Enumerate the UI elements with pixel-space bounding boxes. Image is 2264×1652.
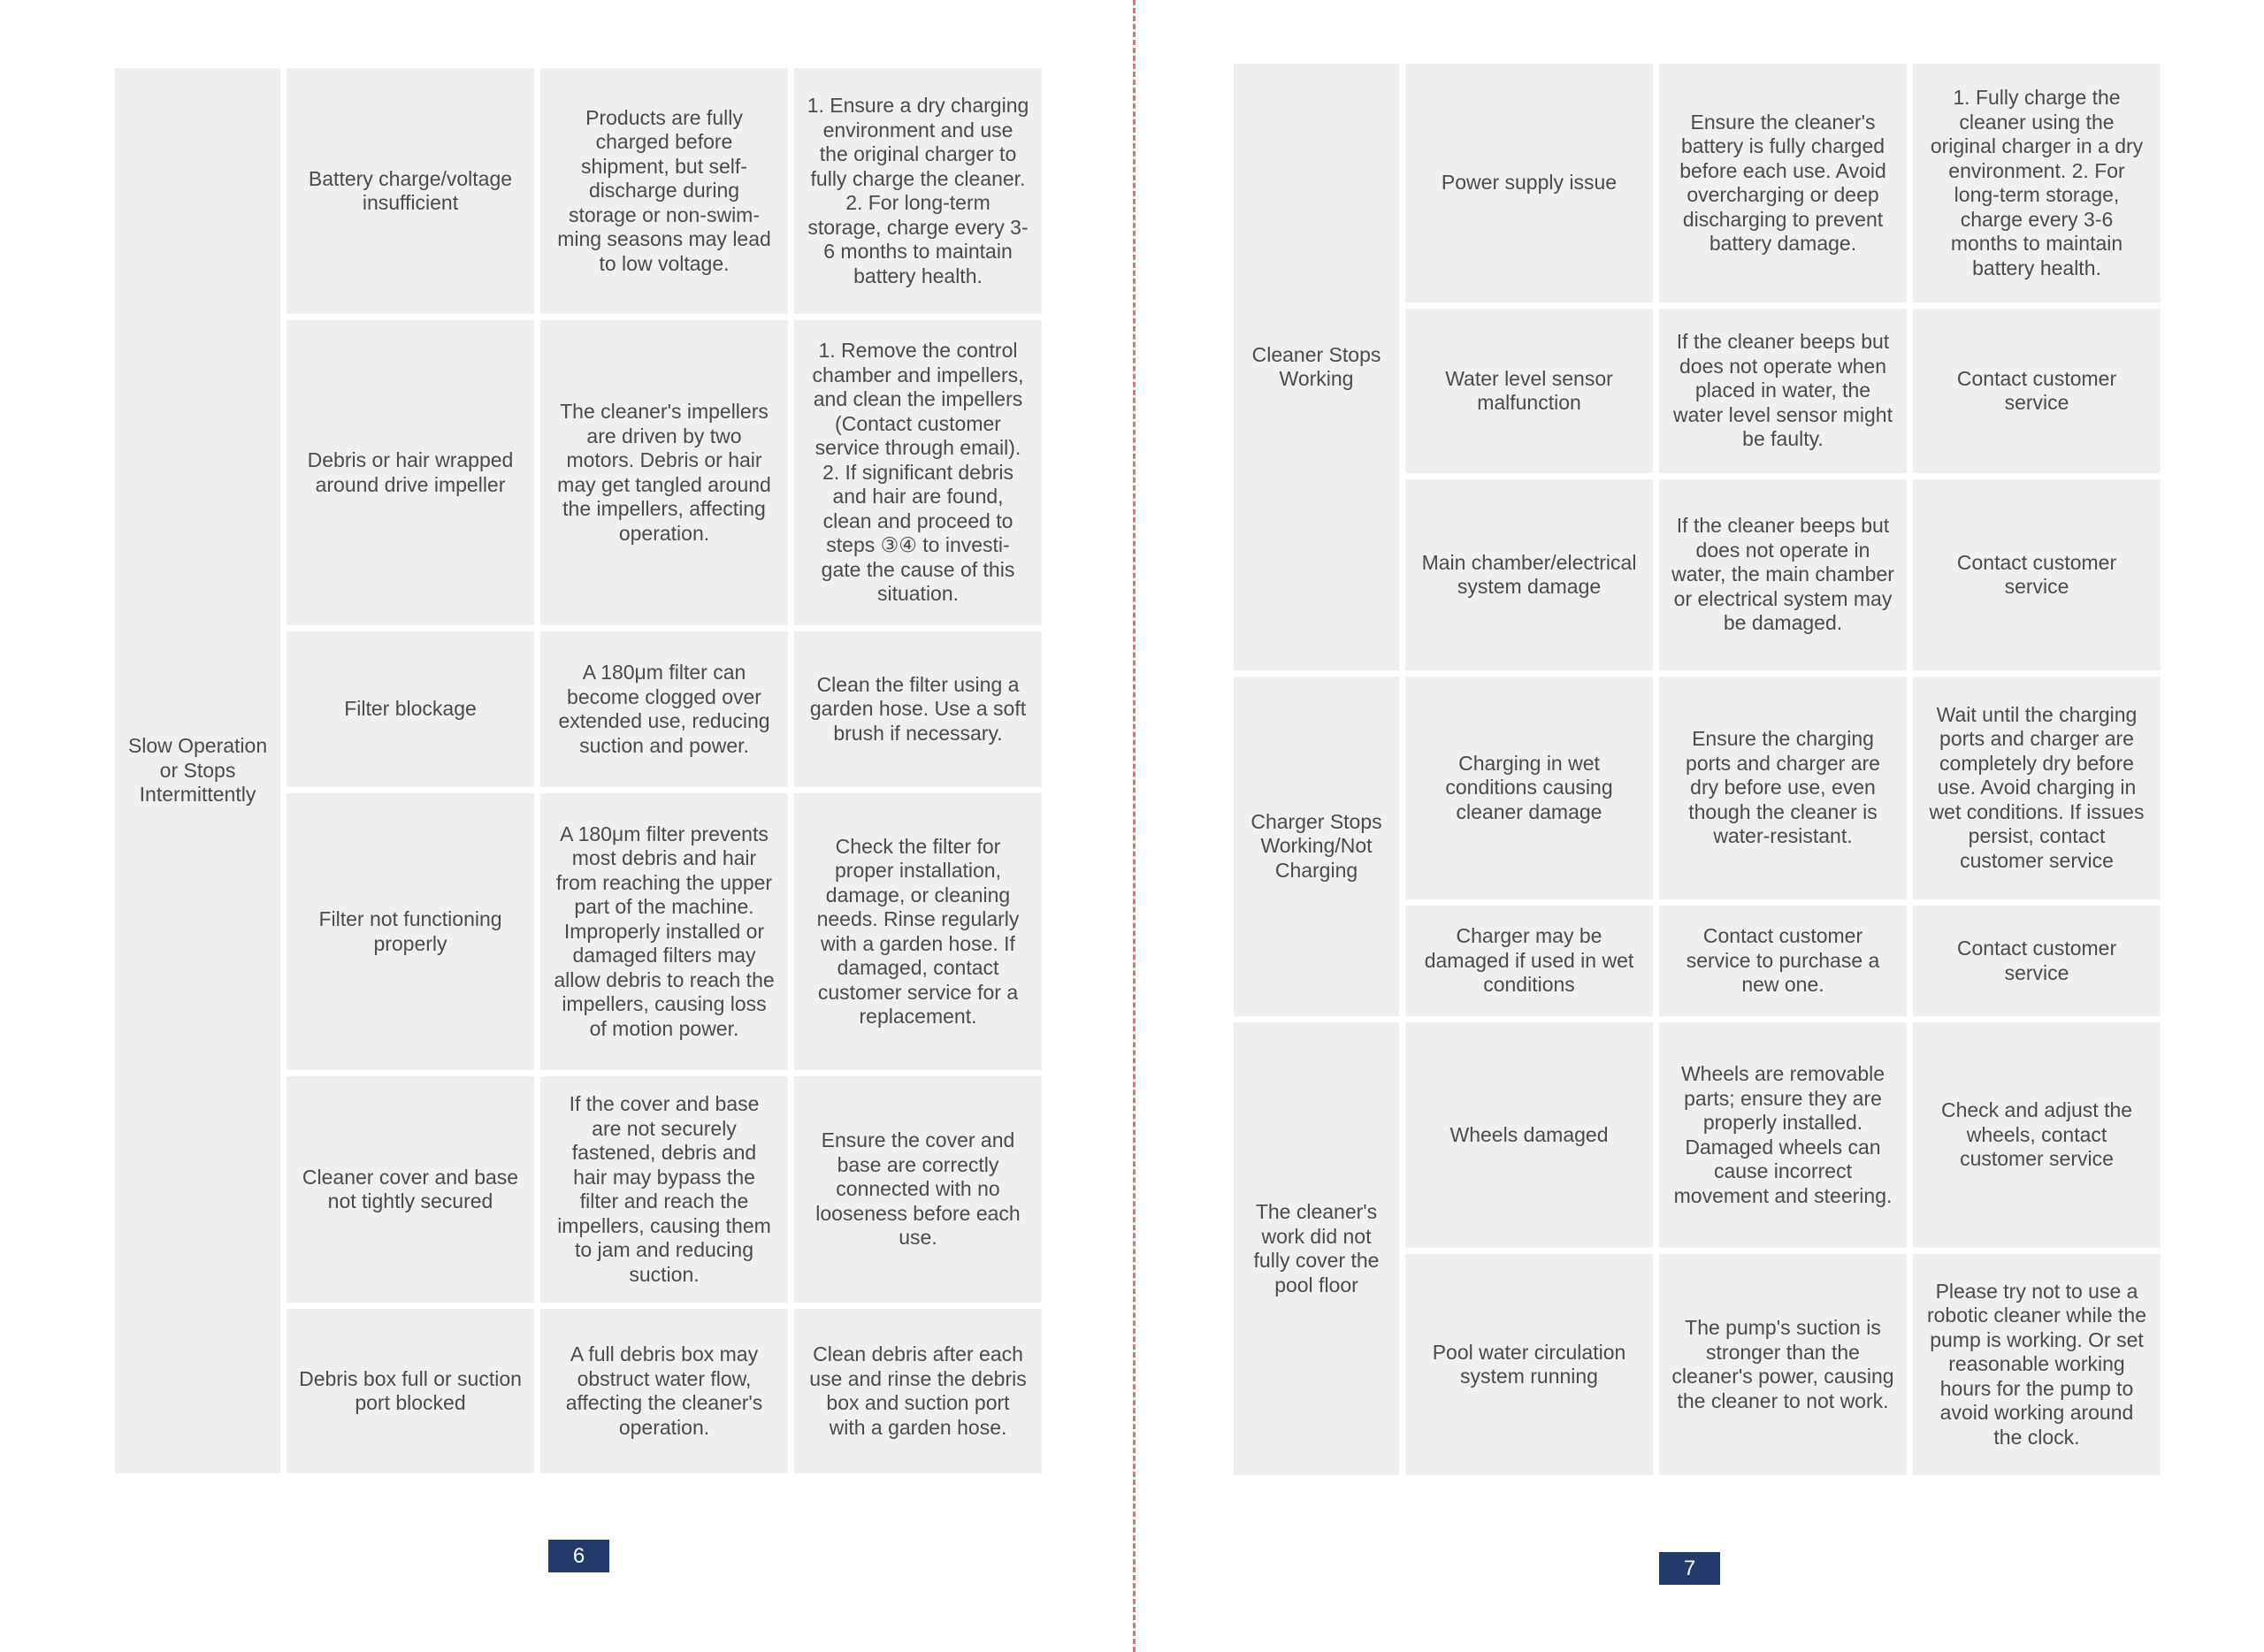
category-cell: The cleaner's work did not fully cover the pool floor [1234, 1022, 1399, 1475]
cause-cell: Charger may be damaged if used in wet conditions [1405, 906, 1653, 1016]
category-cell: Charger Stops Working/Not Charging [1234, 677, 1399, 1016]
solution-cell: Clean debris after each use and rinse the debris box and suction port with a garden hose. [794, 1309, 1042, 1473]
explanation-cell: Wheels are removable parts; ensure they are properly installed. Damaged wheels can cause incorrect movement and steering. [1659, 1022, 1907, 1248]
cause-cell: Water level sensor malfunction [1405, 309, 1653, 473]
solution-cell: 1. Remove the control chamber and impellers, and clean the impellers (Contact customer service through email). 2. If significant debris and hair are found, clean and proceed to steps ③④ to investi-gate the cause of this situation. [794, 320, 1042, 625]
cause-cell: Debris box full or suction port blocked [287, 1309, 534, 1473]
cause-cell: Wheels damaged [1405, 1022, 1653, 1248]
cause-cell: Charging in wet conditions causing cleaner damage [1405, 677, 1653, 899]
cause-cell: Battery charge/voltage insufficient [287, 68, 534, 314]
solution-cell: 1. Ensure a dry charging environment and use the original charger to fully charge the cleaner. 2. For long-term storage, charge every 3-6 months to maintain battery health. [794, 68, 1042, 314]
explanation-cell: A 180μm filter can become clogged over extended use, reducing suction and power. [540, 631, 788, 787]
explanation-cell: Ensure the charging ports and charger are dry before use, even though the cleaner is water-resistant. [1659, 677, 1907, 899]
solution-cell: Check the filter for proper installation, damage, or cleaning needs. Rinse regularly with a garden hose. If damaged, contact customer service for a replacement. [794, 793, 1042, 1070]
explanation-cell: Products are fully charged before shipment, but self-discharge during storage or non-swim-ming seasons may lead to low voltage. [540, 68, 788, 314]
fold-divider [1133, 0, 1136, 1652]
solution-cell: Contact customer service [1913, 906, 2161, 1016]
explanation-cell: A full debris box may obstruct water flow, affecting the cleaner's operation. [540, 1309, 788, 1473]
solution-cell: Contact customer service [1913, 479, 2161, 670]
explanation-cell: If the cleaner beeps but does not operate when placed in water, the water level sensor might be faulty. [1659, 309, 1907, 473]
page-number-left: 6 [548, 1540, 609, 1572]
page-number-right: 7 [1659, 1552, 1720, 1585]
solution-cell: Contact customer service [1913, 309, 2161, 473]
solution-cell: 1. Fully charge the cleaner using the original charger in a dry environment. 2. For long-term storage, charge every 3-6 months to maintain battery health. [1913, 64, 2161, 302]
solution-cell: Ensure the cover and base are correctly connected with no looseness before each use. [794, 1076, 1042, 1303]
solution-cell: Clean the filter using a garden hose. Use a soft brush if necessary. [794, 631, 1042, 787]
explanation-cell: Ensure the cleaner's battery is fully charged before each use. Avoid overcharging or deep discharging to prevent battery damage. [1659, 64, 1907, 302]
cause-cell: Filter not functioning properly [287, 793, 534, 1070]
solution-cell: Please try not to use a robotic cleaner while the pump is working. Or set reasonable working hours for the pump to avoid working around the clock. [1913, 1254, 2161, 1475]
cause-cell: Pool water circulation system running [1405, 1254, 1653, 1475]
category-cell: Slow Operation or Stops Intermittently [115, 68, 280, 1473]
explanation-cell: A 180μm filter prevents most debris and hair from reaching the upper part of the machine. Improperly installed or damaged filters may allow debris to reach the impellers, causing loss of motion power. [540, 793, 788, 1070]
cause-cell: Cleaner cover and base not tightly secured [287, 1076, 534, 1303]
solution-cell: Check and adjust the wheels, contact customer service [1913, 1022, 2161, 1248]
category-cell: Cleaner Stops Working [1234, 64, 1399, 670]
cause-cell: Filter blockage [287, 631, 534, 787]
explanation-cell: Contact customer service to purchase a new one. [1659, 906, 1907, 1016]
solution-cell: Wait until the charging ports and charger are completely dry before use. Avoid charging in wet conditions. If issues persist, contact customer service [1913, 677, 2161, 899]
cause-cell: Debris or hair wrapped around drive impeller [287, 320, 534, 625]
explanation-cell: If the cover and base are not securely fastened, debris and hair may bypass the filter and reach the impellers, causing them to jam and reducing suction. [540, 1076, 788, 1303]
explanation-cell: The cleaner's impellers are driven by two motors. Debris or hair may get tangled around the impellers, affecting operation. [540, 320, 788, 625]
cause-cell: Power supply issue [1405, 64, 1653, 302]
explanation-cell: If the cleaner beeps but does not operate in water, the main chamber or electrical system may be damaged. [1659, 479, 1907, 670]
explanation-cell: The pump's suction is stronger than the cleaner's power, causing the cleaner to not work. [1659, 1254, 1907, 1475]
cause-cell: Main chamber/electrical system damage [1405, 479, 1653, 670]
